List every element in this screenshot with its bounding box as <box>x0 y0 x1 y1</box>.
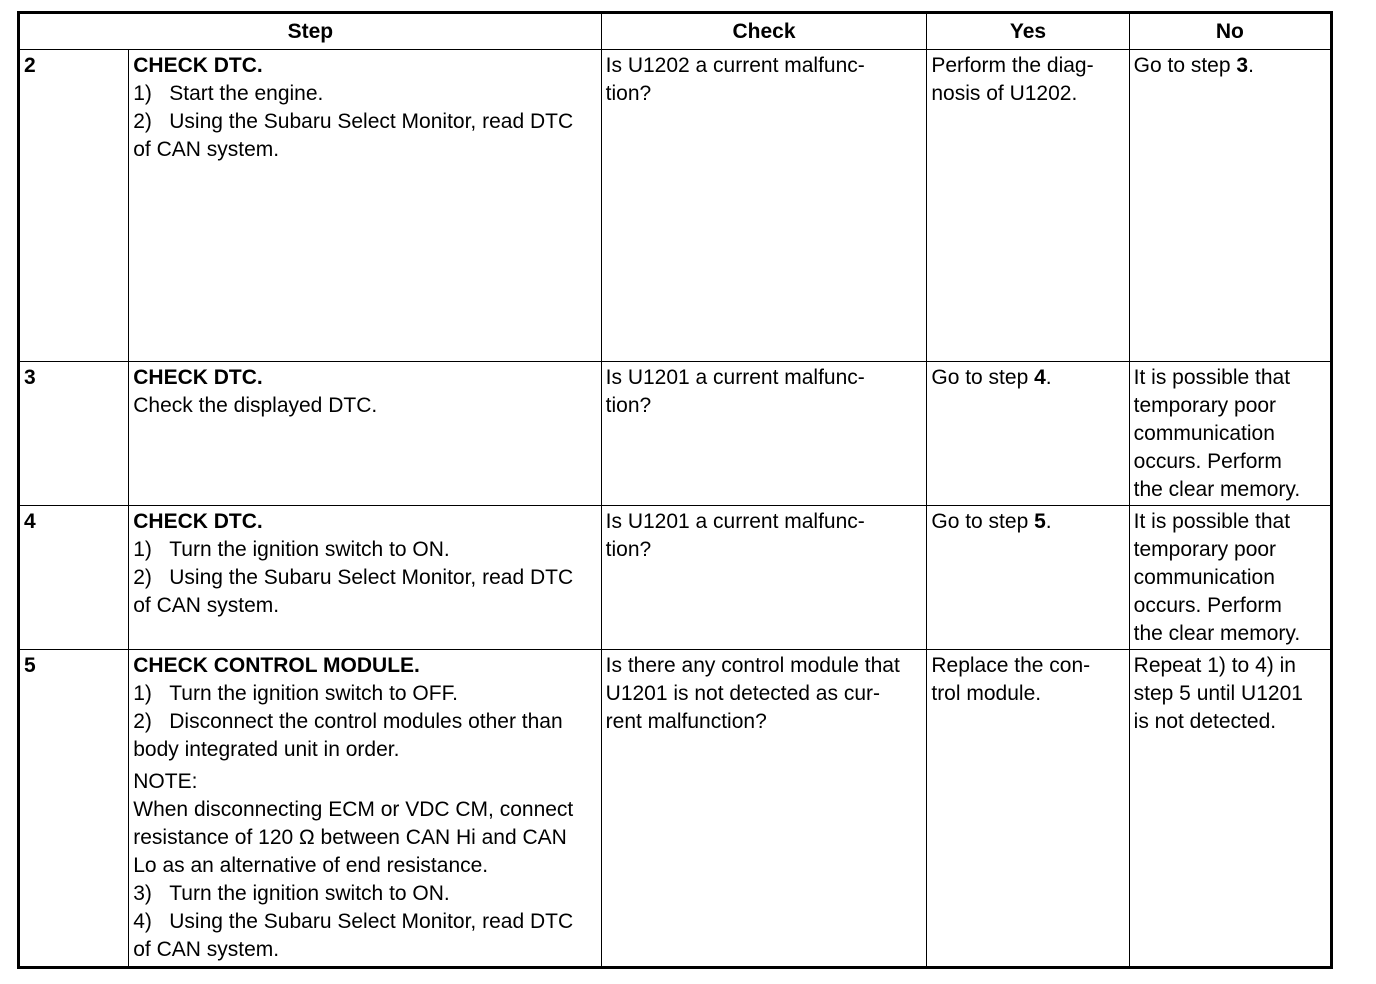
step-title: CHECK DTC. <box>133 54 263 77</box>
note-label: NOTE: <box>133 770 198 793</box>
note-text: resistance of 120 Ω between CAN Hi and CAN <box>133 826 567 849</box>
step-item-continuation: of CAN system. <box>133 594 280 617</box>
table-row <box>19 50 1332 362</box>
step-title: CHECK CONTROL MODULE. <box>133 654 420 677</box>
step-cell <box>129 50 601 362</box>
step-number: 4 <box>19 506 129 650</box>
yes-cell: Go to step 5. <box>927 506 1129 650</box>
table-row <box>19 650 1332 968</box>
step-item: 2) Disconnect the control modules other than <box>133 710 563 733</box>
header-row <box>19 13 1332 50</box>
step-header: Step <box>19 13 602 50</box>
no-header: No <box>1129 13 1331 50</box>
step-item-continuation: body integrated unit in order. <box>133 738 400 761</box>
note-text: Lo as an alternative of end resistance. <box>133 854 489 877</box>
step-item: 2) Using the Subaru Select Monitor, read DTC <box>133 110 574 133</box>
note-text: When disconnecting ECM or VDC CM, connect <box>133 798 574 821</box>
yes-cell: Replace the con- trol module. <box>927 650 1129 968</box>
yes-cell: Go to step 4. <box>927 362 1129 506</box>
step-item: 3) Turn the ignition switch to ON. <box>133 882 450 905</box>
step-cell <box>129 506 601 650</box>
no-cell: It is possible that temporary poor communication occurs. Perform the clear memory. <box>1129 506 1331 650</box>
step-title: CHECK DTC. <box>133 366 263 389</box>
step-item: 2) Using the Subaru Select Monitor, read DTC <box>133 566 574 589</box>
no-cell: It is possible that temporary poor communication occurs. Perform the clear memory. <box>1129 362 1331 506</box>
step-text: Check the displayed DTC. <box>133 394 378 417</box>
check-cell: Is U1201 a current malfunc- tion? <box>601 362 927 506</box>
step-item: 4) Using the Subaru Select Monitor, read DTC <box>133 910 574 933</box>
step-number: 3 <box>19 362 129 506</box>
step-cell <box>129 362 601 506</box>
step-reference: 5 <box>1034 510 1046 533</box>
step-title: CHECK DTC. <box>133 510 263 533</box>
yes-cell: Perform the diag- nosis of U1202. <box>927 50 1129 362</box>
step-cell <box>129 650 601 968</box>
step-item-continuation: of CAN system. <box>133 938 280 961</box>
step-item: 1) Turn the ignition switch to ON. <box>133 538 450 561</box>
step-item-continuation: of CAN system. <box>133 138 280 161</box>
step-item: 1) Turn the ignition switch to OFF. <box>133 682 458 705</box>
table-row <box>19 362 1332 506</box>
diagnostic-table <box>17 11 1333 969</box>
yes-header: Yes <box>927 13 1129 50</box>
step-reference: 4 <box>1034 366 1046 389</box>
check-header: Check <box>601 13 927 50</box>
step-number: 5 <box>19 650 129 968</box>
check-cell: Is there any control module that U1201 is not detected as cur- rent malfunction? <box>601 650 927 968</box>
check-cell: Is U1201 a current malfunc- tion? <box>601 506 927 650</box>
step-reference: 3 <box>1236 54 1249 77</box>
step-number: 2 <box>19 50 129 362</box>
no-cell: Go to step 3. <box>1129 50 1331 362</box>
check-cell: Is U1202 a current malfunc- tion? <box>601 50 927 362</box>
table-row <box>19 506 1332 650</box>
no-cell: Repeat 1) to 4) in step 5 until U1201 is not detected. <box>1129 650 1331 968</box>
step-item: 1) Start the engine. <box>133 82 324 105</box>
